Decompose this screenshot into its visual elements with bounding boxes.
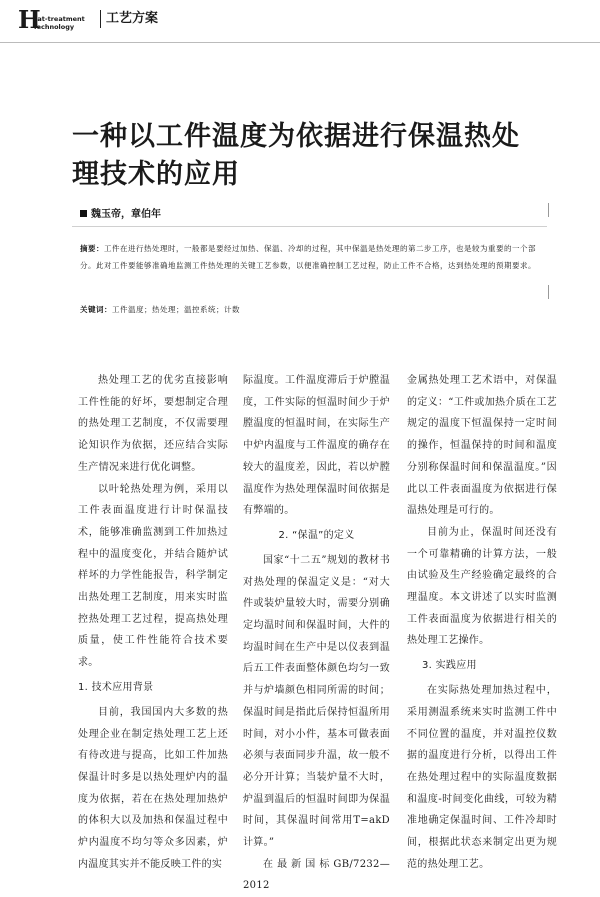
margin-tick [548,285,549,299]
author-rule [72,226,547,227]
abstract [80,240,550,274]
abstract-label: 摘要： [80,244,104,253]
paragraph: 在实际热处理加热过程中，采用测温系统来实时监测工件中不同位置的温度，并对温控仪数据的温度进行分析，以得出工件在热处理过程中的实际温度数据和温度-时间变化曲线，可较为精准地确定保温时间、工件冷却时间，根据此状态来制定出更为规范的热处理工艺。 [407,685,557,870]
paragraph: 际温度。工件温度滞后于炉膛温度，工件实际的恒温时间少于炉膛温度的恒温时间，在实际生产中炉内温度与工件温度的确存在较大的温度差，因此，若以炉膛温度作为热处理保温时间依据是有弊端的。 [243,375,390,517]
body-column-1 [78,370,228,875]
keywords-label: 关键词： [80,305,112,314]
paragraph: 目前，我国国内大多数的热处理企业在制定热处理工艺上还有待改进与提高，比如工件加热保温计时多是以热处理炉内的温度为依据，若在在热处理加热炉的体积大以及加热和保温过程中炉内温度不均匀等众多因素，炉内温度其实并不能反映工件的实 [78,706,228,870]
article-title: 一种以工件温度为依据进行保温热处理技术的应用 [72,121,520,190]
section-heading: 1. 技术应用背景 [78,681,154,693]
section-heading: 3. 实践应用 [422,660,477,672]
logo-line2: Technology [33,23,75,31]
paragraph: 以叶轮热处理为例，采用以工件表面温度进行计时保温技术，能够准确监测到工件加热过程中的温度变化，并结合随炉试样坏的力学性能报告，科学制定出热处理工艺制度，用来实时监控热处理工艺过程，提高热处理质量，使工件性能符合技术要求。 [78,483,228,669]
journal-logo [18,5,94,34]
paragraph: 金属热处理工艺术语中，对保温的定义：“工件或加热介质在工艺规定的温度下恒温保持一定时间的操作，恒温保持的时间和温度分别称保温时间和保温温度。”因此以工件表面温度为依据进行保温热处理是可行的。 [407,375,557,517]
paragraph: 热处理工艺的优劣直接影响工件性能的好坏，要想制定合理的热处理工艺制度，不仅需要理论知识作为依据，还应结合实际生产情况来进行优化调整。 [78,375,228,473]
keywords [80,303,550,317]
author-bullet [80,210,87,217]
margin-tick [548,203,549,217]
logo-letter: H [18,5,41,34]
section-heading: 2. “保温”的定义 [278,529,355,541]
paragraph: 目前为止，保温时间还没有一个可靠精确的计算方法，一般由试验及生产经验确定最终的合理温度。本文讲述了以实时监测工件表面温度为依据进行相关的热处理工艺操作。 [407,526,557,647]
body-column-3 [407,370,557,875]
body-column-2 [243,370,390,897]
authors [80,208,161,222]
logo-line1: eat-treatment [33,15,85,23]
abstract-text: 工件在进行热处理时，一般都是要经过加热、保温、冷却的过程，其中保温是热处理的第二步工序，也是较为重要的一个部分。此对工件要能够准确地监测工件热处理的关键工艺参数，以便准确控制工艺过程，防止工件不合格，达到热处理的预期要求。 [80,244,536,270]
header-rule [0,42,600,43]
keywords-text: 工件温度；热处理；温控系统；计数 [112,305,240,314]
author-names: 魏玉帝，章伯年 [91,209,161,220]
paragraph: 在最新国标GB/7232—2012 [243,858,390,892]
paragraph: 国家“十二五”规划的教材书对热处理的保温定义是：“对大件或装炉量较大时，需要分别确定均温时间和保温时间，大件的均温时间在生产中是以仪表到温后五工件表面整体颜色均匀一致并与炉墙颜色相同所需的时间；保温时间是指此后保持恒温所用时间，对小小件，基本可做表面必须与表面同步升温，故一般不必分开计算；当装炉量不大时，炉温到温后的恒温时间即为保温时间，其保温时间常用T=akD计算。” [243,554,390,849]
header-divider [100,10,101,28]
section-label: 工艺方案 [106,11,159,26]
